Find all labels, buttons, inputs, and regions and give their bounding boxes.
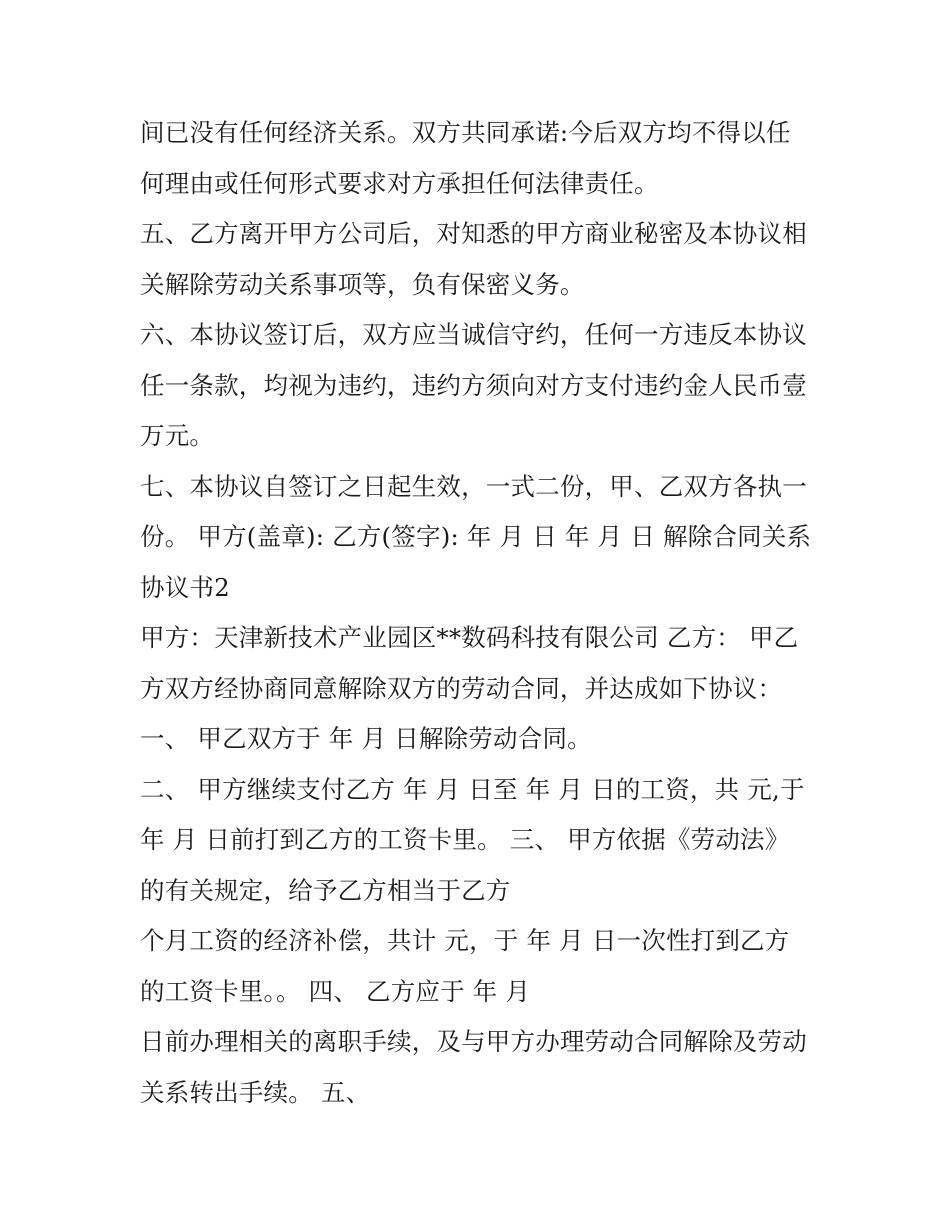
text-line: 任一条款，均视为违约，违约方须向对方支付违约金人民币壹 (140, 370, 807, 400)
text-line: 何理由或任何形式要求对方承担任何法律责任。 (140, 168, 659, 198)
text-line: 五、乙方离开甲方公司后，对知悉的甲方商业秘密及本协议相 (140, 219, 807, 248)
text-line: 的有关规定，给予乙方相当于乙方 (140, 875, 511, 905)
text-line: 份。 甲方(盖章): 乙方(签字): 年 月 日 年 月 日 解除合同关系 (140, 522, 812, 551)
text-line: 关系转出手续。 五、 (140, 1077, 371, 1107)
text-line: 协议书2 (140, 572, 230, 602)
document-body (140, 108, 830, 1118)
text-line: 六、本协议签订后，双方应当诚信守约，任何一方违反本协议 (140, 320, 807, 349)
text-line: 方双方经协商同意解除双方的劳动合同，并达成如下协议： (140, 673, 783, 703)
text-line: 二、 甲方继续支付乙方 年 月 日至 年 月 日的工资，共 元,于 (140, 774, 805, 804)
text-line: 年 月 日前打到乙方的工资卡里。 三、 甲方依据《劳动法》 (140, 825, 790, 854)
text-line: 关解除劳动关系事项等，负有保密义务。 (140, 269, 585, 299)
text-line: 一、 甲乙双方于 年 月 日解除劳动合同。 (140, 724, 592, 753)
text-line: 甲方：天津新技术产业园区**数码科技有限公司 乙方： 甲乙 (140, 623, 799, 652)
text-line: 个月工资的经济补偿，共计 元，于 年 月 日一次性打到乙方 (140, 926, 790, 955)
text-line: 万元。 (140, 421, 215, 450)
text-line: 七、本协议自签订之日起生效，一式二份，甲、乙双方各执一 (140, 471, 807, 501)
text-line: 日前办理相关的离职手续，及与甲方办理劳动合同解除及劳动 (140, 1027, 807, 1056)
text-line: 间已没有任何经济关系。双方共同承诺:今后双方均不得以任 (140, 118, 791, 147)
text-line: 的工资卡里。。 四、 乙方应于 年 月 (140, 976, 531, 1006)
